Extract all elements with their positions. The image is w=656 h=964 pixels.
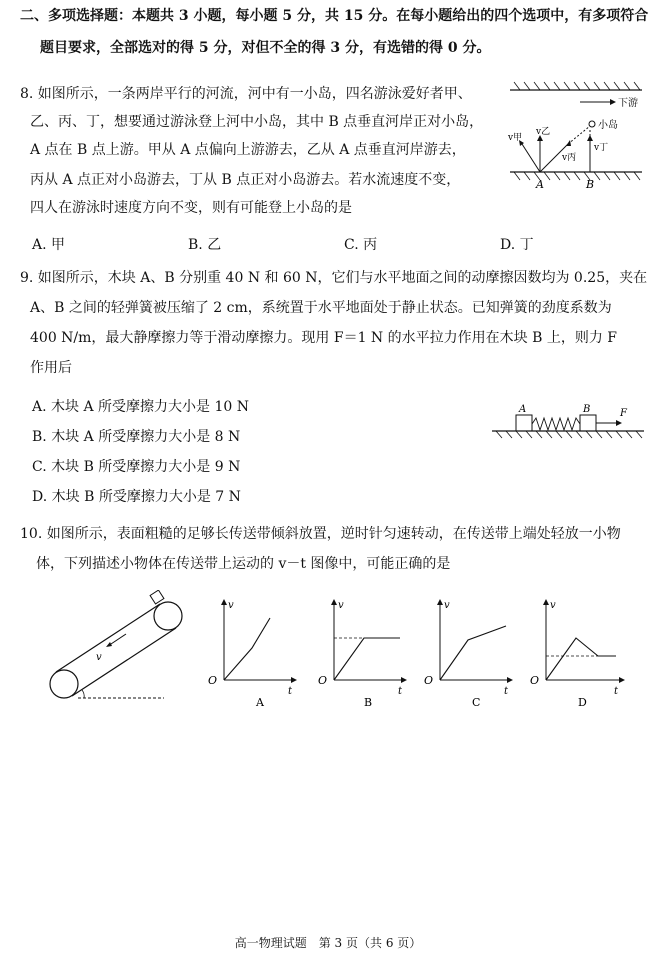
point-b-label: B [586, 178, 595, 191]
graph-d-caption: D [578, 696, 587, 709]
graph-b-caption: B [364, 696, 373, 709]
graph-a-t-label: t [288, 686, 293, 697]
spring [532, 418, 580, 430]
q8-option-b: B. 乙 [188, 237, 222, 253]
q9-line: A、B 之间的轻弹簧被压缩了 2 cm，系统置于水平地面处于静止状态。已知弹簧的劲度系数为 [30, 300, 612, 316]
graph-c-v-label: v [444, 600, 450, 611]
block-a-label: A [519, 404, 527, 415]
graph-b-v-label: v [338, 600, 344, 611]
vt-graphs [200, 596, 650, 712]
force-label: F [620, 408, 627, 419]
q10-line: 体，下列描述小物体在传送带上运动的 v－t 图像中，可能正确的是 [36, 556, 451, 572]
graph-d [530, 600, 622, 709]
flow-label: 下游 [618, 98, 638, 109]
v-bing-label: v丙 [562, 153, 577, 163]
graph-a-curve [224, 618, 270, 680]
graph-d-origin: O [530, 674, 540, 687]
q8-option-a: A. 甲 [32, 237, 66, 253]
graph-d-t-label: t [614, 686, 619, 697]
belt-v-label: v [96, 652, 102, 663]
block-b [580, 415, 596, 431]
graph-b-t-label: t [398, 686, 403, 697]
section-heading-line1: 二、多项选择题：本题共 3 小题，每小题 5 分，共 15 分。在每小题给出的四个选项中，有多项符合 [20, 8, 649, 24]
q9-line: 400 N/m，最大静摩擦力等于滑动摩擦力。现用 F＝1 N 的水平拉力作用在木块 B 上，则力 F [30, 330, 617, 346]
page-footer: 高一物理试题 第 3 页（共 6 页） [234, 936, 422, 950]
graph-b [318, 600, 404, 709]
q9-line: 9. 如图所示，木块 A、B 分别重 40 N 和 60 N，它们与水平地面之间的动摩擦因数均为 0.25，夹在 [20, 270, 648, 286]
small-object [150, 590, 164, 604]
graph-b-origin: O [318, 674, 328, 687]
v-jia-label: v甲 [508, 133, 523, 143]
q8-line: 乙、丙、丁，想要通过游泳登上河中小岛，其中 B 点垂直河岸正对小岛， [30, 114, 484, 130]
conveyor-figure [44, 590, 204, 708]
graph-a [208, 600, 294, 709]
q9-option-a: A. 木块 A 所受摩擦力大小是 10 N [32, 399, 249, 415]
q8-line: A 点在 B 点上游。甲从 A 点偏向上游游去，乙从 A 点垂直河岸游去， [30, 142, 466, 158]
graph-b-curve [334, 638, 400, 680]
graph-c-t-label: t [504, 686, 509, 697]
graph-a-origin: O [208, 674, 218, 687]
graph-d-v-label: v [550, 600, 556, 611]
river-figure [500, 78, 648, 196]
graph-d-curve [546, 638, 616, 680]
island-label: 小岛 [598, 120, 618, 131]
q8-line: 四人在游泳时速度方向不变，则有可能登上小岛的是 [30, 200, 352, 216]
spring-figure [488, 400, 648, 442]
graph-a-caption: A [256, 696, 264, 709]
upper-roller [154, 602, 182, 630]
graph-c-origin: O [424, 674, 434, 687]
q9-option-d: D. 木块 B 所受摩擦力大小是 7 N [32, 489, 241, 505]
q10-line: 10. 如图所示，表面粗糙的足够长传送带倾斜放置，逆时针匀速转动，在传送带上端处轻放一小物 [20, 526, 621, 542]
block-a [516, 415, 532, 431]
q8-option-c: C. 丙 [344, 237, 378, 253]
q8-option-d: D. 丁 [500, 237, 534, 253]
graph-a-v-label: v [228, 600, 234, 611]
q9-option-b: B. 木块 A 所受摩擦力大小是 8 N [32, 429, 241, 445]
lower-roller [50, 670, 78, 698]
point-a-label: A [536, 178, 544, 191]
graph-c-curve [440, 626, 506, 680]
q8-line: 8. 如图所示，一条两岸平行的河流，河中有一小岛，四名游泳爱好者甲、 [20, 86, 472, 102]
v-ding-label: v丁 [594, 143, 609, 153]
block-b-label: B [583, 404, 591, 415]
v-yi-label: v乙 [536, 127, 551, 137]
q9-option-c: C. 木块 B 所受摩擦力大小是 9 N [32, 459, 241, 475]
section-heading-line2: 题目要求，全部选对的得 5 分，对但不全的得 3 分，有选错的得 0 分。 [40, 40, 491, 56]
graph-c [424, 600, 510, 709]
graph-c-caption: C [472, 696, 481, 709]
q8-line: 丙从 A 点正对小岛游去，丁从 B 点正对小岛游去。若水流速度不变， [30, 172, 461, 188]
q9-line: 作用后 [30, 360, 72, 376]
